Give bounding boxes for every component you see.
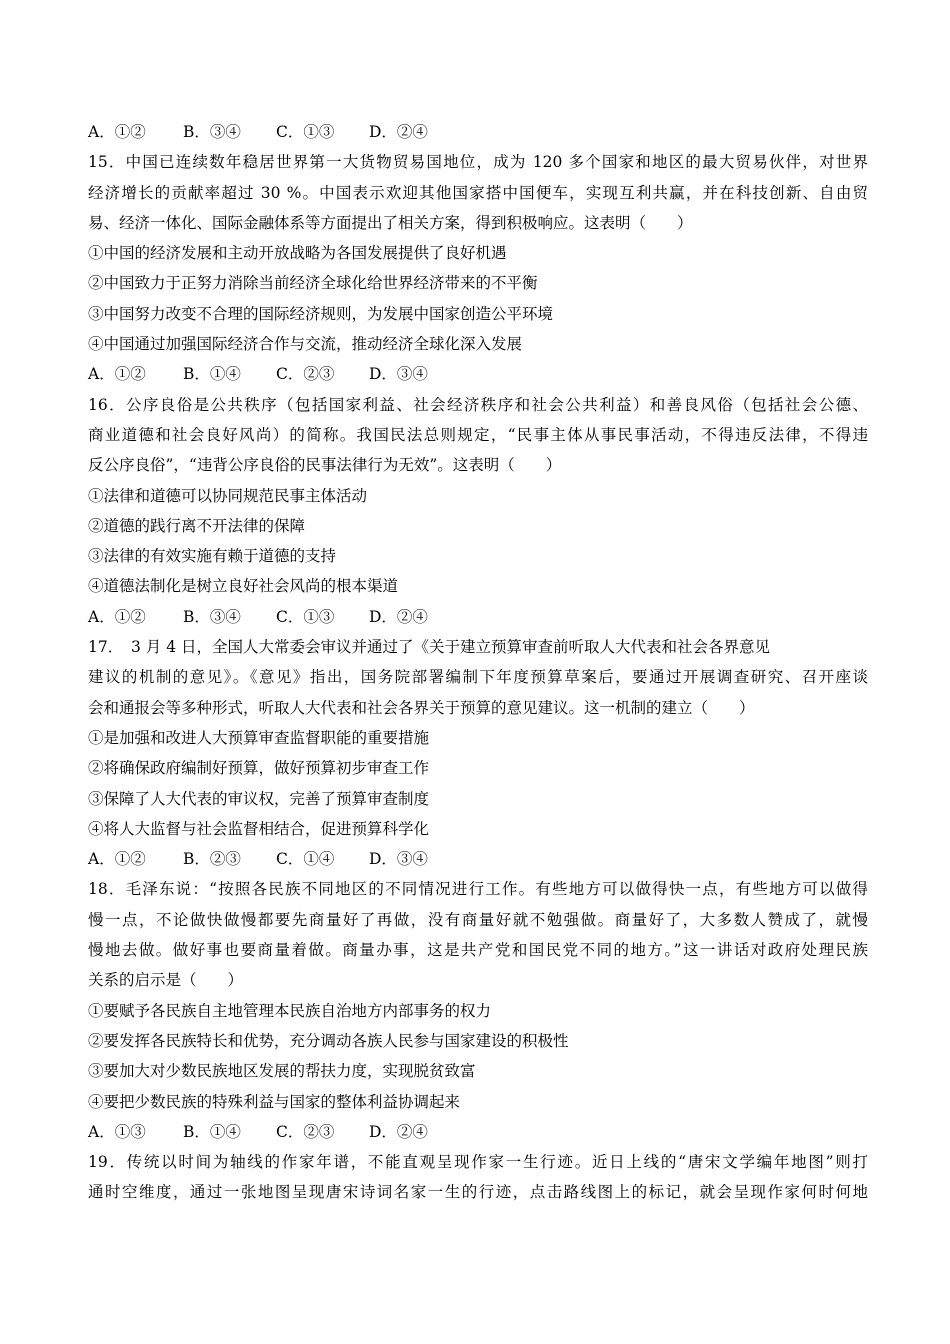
q16-options — [88, 602, 868, 632]
question-stem-line: 16．公序良俗是公共秩序（包括国家利益、社会经济秩序和社会公共利益）和善良风俗（包括社会公德、 — [88, 395, 868, 414]
question-stem-line: 15．中国已连续数年稳居世界第一大货物贸易国地位，成为 120 多个国家和地区的最大贸易伙伴，对世界 — [88, 153, 868, 172]
statement-item: ①是加强和改进人大预算审查监督职能的重要措施 — [88, 728, 430, 747]
statement-item: ③中国努力改变不合理的国际经济规则，为发展中国家创造公平环境 — [88, 304, 554, 323]
statement-item: ④将人大监督与社会监督相结合，促进预算科学化 — [88, 819, 430, 838]
option-a: A．①② — [88, 365, 146, 384]
question-stem-line: 经济增长的贡献率超过 30 %。中国表示欢迎其他国家搭中国便车，实现互利共赢，并在科技创新、自由贸 — [88, 183, 868, 202]
option-a: A．①② — [88, 607, 146, 626]
option-b: B．②③ — [183, 850, 241, 869]
statement-item: ①中国的经济发展和主动开放战略为各国发展提供了良好机遇 — [88, 244, 507, 263]
q17-options — [88, 844, 868, 874]
statement-item: ④道德法制化是树立良好社会风尚的根本渠道 — [88, 577, 399, 596]
question-19 — [88, 1147, 868, 1208]
question-stem-line: 建议的机制的意见》。《意见》指出，国务院部署编制下年度预算草案后，要通过开展调查研究、召开座谈 — [88, 668, 868, 687]
statement-item: ②将确保政府编制好预算，做好预算初步审查工作 — [88, 759, 430, 778]
statement-item: ②要发挥各民族特长和优势，充分调动各族人民参与国家建设的积极性 — [88, 1031, 569, 1050]
option-b: B．③④ — [183, 607, 241, 626]
question-stem-line: 17． 3 月 4 日，全国人大常委会审议并通过了《关于建立预算审查前听取人大代表和社会各界意见 — [88, 638, 770, 657]
q18-options — [88, 1117, 868, 1147]
question-16 — [88, 390, 868, 632]
statement-item: ③保障了人大代表的审议权，完善了预算审查制度 — [88, 789, 430, 808]
option-a: A．①③ — [88, 1122, 146, 1141]
option-d: D．②④ — [369, 607, 428, 626]
question-stem-line: 通时空维度，通过一张地图呈现唐宋诗词名家一生的行迹，点击路线图上的标记，就会呈现作家何时何地 — [88, 1183, 868, 1202]
option-d: D．②④ — [369, 1122, 428, 1141]
option-d: D．②④ — [369, 123, 428, 141]
question-stem-line: 慢一点，不论做快做慢都要先商量好了再做，没有商量好就不勉强做。商量好了，大多数人赞成了，就慢 — [88, 910, 868, 929]
question-stem-line: 商业道德和社会良好风尚）的简称。我国民法总则规定，“民事主体从事民事活动，不得违反法律，不得违 — [88, 425, 868, 444]
option-d: D．③④ — [369, 850, 428, 869]
question-17 — [88, 632, 868, 874]
question-18 — [88, 874, 868, 1147]
question-15 — [88, 147, 868, 389]
option-c: C．②③ — [276, 1122, 335, 1141]
question-stem-line: 18．毛泽东说：“按照各民族不同地区的不同情况进行工作。有些地方可以做得快一点，有些地方可以做得 — [88, 880, 868, 899]
question-stem-line: 慢地去做。做好事也要商量着做。商量办事，这是共产党和国民党不同的地方。”这一讲话对政府处理民族 — [88, 941, 868, 960]
option-b: B．①④ — [183, 1122, 241, 1141]
statement-item: ③要加大对少数民族地区发展的帮扶力度，实现脱贫致富 — [88, 1062, 476, 1081]
question-stem-line: 关系的启示是（ ） — [88, 971, 244, 990]
statement-item: ④要把少数民族的特殊利益与国家的整体利益协调起来 — [88, 1092, 461, 1111]
q15-options — [88, 359, 868, 389]
option-a: A．①② — [88, 850, 146, 869]
option-c: C．①③ — [276, 123, 335, 141]
option-d: D．③④ — [369, 365, 428, 384]
question-stem-line: 易、经济一体化、国际金融体系等方面提出了相关方案，得到积极响应。这表明（ ） — [88, 213, 693, 232]
option-c: C．②③ — [276, 365, 335, 384]
question-stem-line: 会和通报会等多种形式，听取人大代表和社会各界关于预算的意见建议。这一机制的建立（ ） — [88, 698, 755, 717]
option-c: C．①③ — [276, 607, 335, 626]
exam-page — [88, 117, 868, 1208]
option-a: A．①② — [88, 123, 146, 141]
q14-options — [88, 117, 868, 147]
option-b: B．①④ — [183, 365, 241, 384]
question-stem-line: 反公序良俗”，“违背公序良俗的民事法律行为无效”。这表明（ ） — [88, 456, 562, 475]
statement-item: ①法律和道德可以协同规范民事主体活动 — [88, 486, 368, 505]
option-b: B．③④ — [183, 123, 241, 141]
statement-item: ①要赋予各民族自主地管理本民族自治地方内部事务的权力 — [88, 1001, 492, 1020]
statement-item: ②道德的践行离不开法律的保障 — [88, 516, 306, 535]
statement-item: ④中国通过加强国际经济合作与交流，推动经济全球化深入发展 — [88, 335, 523, 354]
statement-item: ③法律的有效实施有赖于道德的支持 — [88, 547, 337, 566]
option-c: C．①④ — [276, 850, 335, 869]
question-stem-line: 19．传统以时间为轴线的作家年谱，不能直观呈现作家一生行迹。近日上线的“唐宋文学编年地图”则打 — [88, 1153, 868, 1172]
statement-item: ②中国致力于正努力消除当前经济全球化给世界经济带来的不平衡 — [88, 274, 538, 293]
